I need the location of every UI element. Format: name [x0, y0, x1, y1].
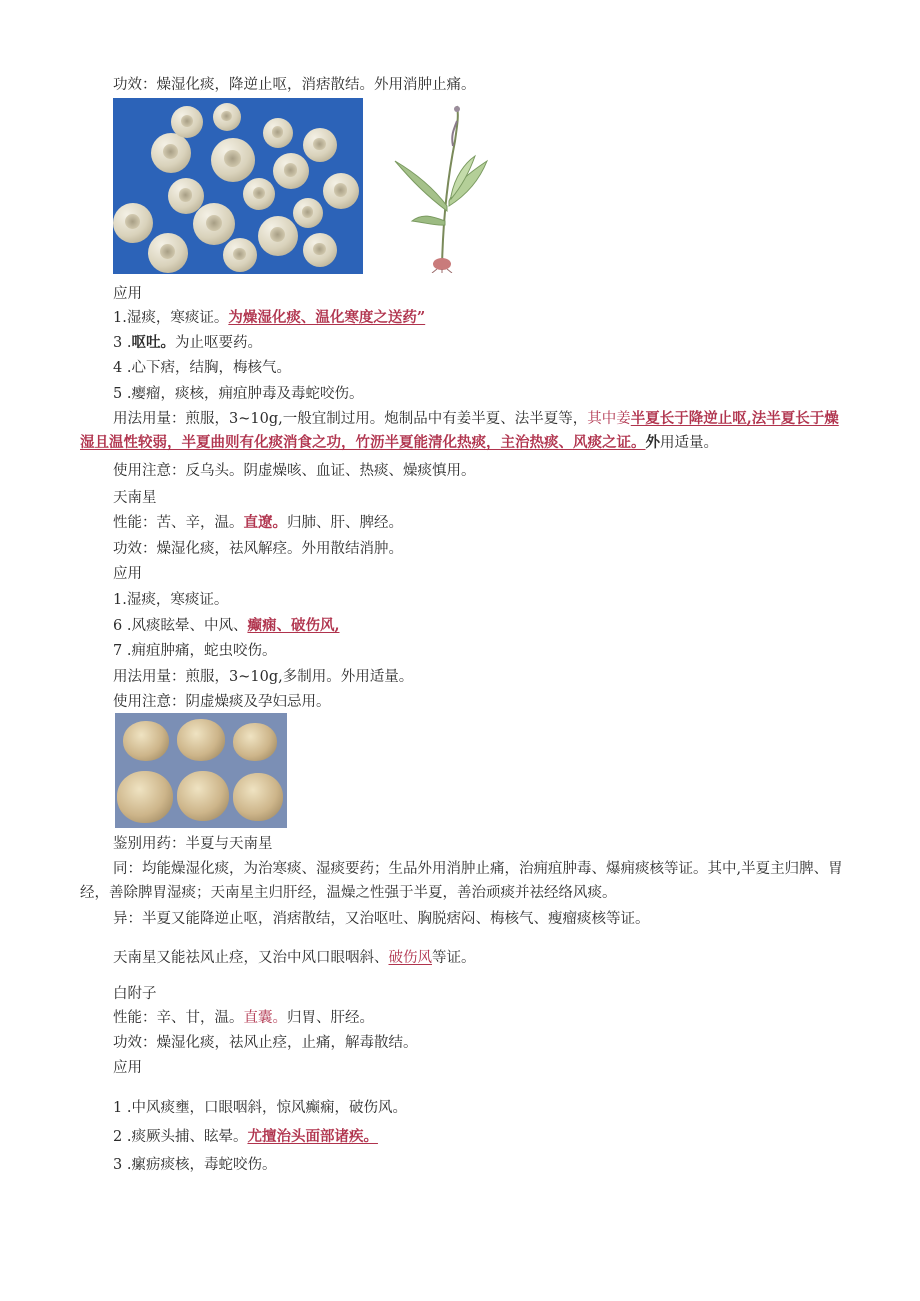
banxia-app-1: [113, 308, 425, 328]
compare-title: 鉴别用药：半夏与天南星: [113, 836, 273, 852]
banxia-app-3-text: 为止呕要药。: [174, 335, 262, 351]
baifuzi-app-1: 1 .中风痰壅，口眼咽斜，惊风癫痫，破伤风。: [113, 1100, 407, 1116]
pinellia-tubers-photo: [113, 98, 363, 274]
tiannanxing-app-7: 7 .痈疽肿痛，蛇虫咬伤。: [113, 643, 277, 659]
tiannanxing-app-6: [113, 616, 340, 636]
banxia-caution: 使用注意：反乌头。阴虚燥咳、血证、热痰、燥痰慎用。: [113, 463, 476, 479]
compare-diff: 异：半夏又能降逆止呕，消痞散结，又治呕吐、胸脱痞闷、梅核气、瘦瘤痰核等证。: [113, 911, 650, 927]
banxia-app-3: [113, 333, 262, 353]
baifuzi-nature-text: 性能：辛、甘，温。: [113, 1010, 244, 1026]
baifuzi-effect: 功效：燥湿化痰，祛风止痉，止痛，解毒散结。: [113, 1035, 418, 1051]
tiannanxing-dosage: 用法用量：煎服，3~10g,多制用。外用适量。: [113, 669, 414, 685]
banxia-dosage: [80, 407, 850, 455]
baifuzi-nature: [113, 1008, 374, 1028]
tiannanxing-caution: 使用注意：阴虚燥痰及孕妇忌用。: [113, 694, 331, 710]
baifuzi-nature-rest: 归胃、肝经。: [287, 1010, 374, 1026]
tiannanxing-app-6-text: 6 .风痰眩晕、中风、: [113, 618, 248, 634]
tiannanxing-nature-highlight: 直遼。: [243, 514, 287, 531]
compare-tnx-highlight: 破伤风: [388, 950, 432, 966]
baifuzi-app-heading: 应用: [113, 1060, 142, 1076]
banxia-app-3-bold: 呕吐。: [131, 334, 175, 351]
compare-tnx-suffix: 等证。: [432, 950, 476, 966]
compare-same: 同：均能燥湿化痰，为治寒痰、湿痰要药；生品外用消肿止痛，治痈疽肿毒、爆痈痰核等证。其中,半夏主归脾、胃经，善除脾胃湿痰；天南星主归肝经，温燥之性强于半夏，善治顽痰并祛经络风痰。: [80, 861, 843, 901]
tiannanxing-app-heading: 应用: [113, 566, 142, 582]
banxia-app-3-num: 3 .: [113, 335, 132, 351]
baifuzi-app-3: 3 .瘰疬痰核，毒蛇咬伤。: [113, 1157, 277, 1173]
tiannanxing-nature: [113, 513, 403, 533]
pinellia-plant-illustration: [387, 101, 497, 273]
arisaema-tubers-photo: [115, 713, 287, 828]
baifuzi-nature-highlight: 直囊。: [243, 1010, 287, 1026]
baifuzi-app-2-text: 2 .痰厥头捕、眩晕。: [113, 1129, 248, 1145]
baifuzi-app-2: [113, 1127, 378, 1147]
banxia-dosage-plain-red: 其中姜: [587, 411, 631, 427]
baifuzi-app-2-highlight: 尤擅治头面部诸疾。: [247, 1128, 378, 1145]
banxia-dosage-end: 用适量。: [660, 435, 718, 451]
banxia-app-heading: 应用: [113, 286, 142, 302]
banxia-dosage-text: 用法用量：煎服，3~10g,一般宜制过用。炮制品中有姜半夏、法半夏等，: [113, 411, 588, 427]
tiannanxing-app-6-highlight: 癫痫、破伤风,: [247, 617, 340, 634]
compare-tnx: [113, 948, 476, 968]
banxia-effect: 功效：燥湿化痰，降逆止呕，消痞散结。外用消肿止痛。: [113, 77, 476, 93]
banxia-dosage-highlight: 半夏长于降逆止呕,法半夏长于燥湿且温性较弱，半夏曲则有化痰消食之功，竹沥半夏能清化热痰，主治热痰、风痰之证。: [80, 410, 839, 451]
banxia-dosage-bold: 外: [645, 434, 660, 451]
baifuzi-title: 白附子: [113, 986, 157, 1002]
tiannanxing-effect: 功效：燥湿化痰，祛风解痉。外用散结消肿。: [113, 541, 403, 557]
tiannanxing-nature-rest: 归肺、肝、脾经。: [287, 515, 403, 531]
tiannanxing-title: 天南星: [113, 490, 157, 506]
tiannanxing-app-1: 1.湿痰，寒痰证。: [113, 592, 229, 608]
banxia-app-1-highlight: 为燥湿化痰、温化寒度之送药”: [228, 309, 426, 326]
banxia-app-4: 4 .心下痞，结胸，梅核气。: [113, 360, 291, 376]
banxia-app-5: 5 .瘿瘤，痰核，痈疽肿毒及毒蛇咬伤。: [113, 386, 364, 402]
banxia-app-1-text: 1.湿痰，寒痰证。: [113, 310, 229, 326]
compare-tnx-text: 天南星又能祛风止痉，又治中风口眼咽斜、: [113, 950, 389, 966]
tiannanxing-nature-text: 性能：苦、辛，温。: [113, 515, 244, 531]
